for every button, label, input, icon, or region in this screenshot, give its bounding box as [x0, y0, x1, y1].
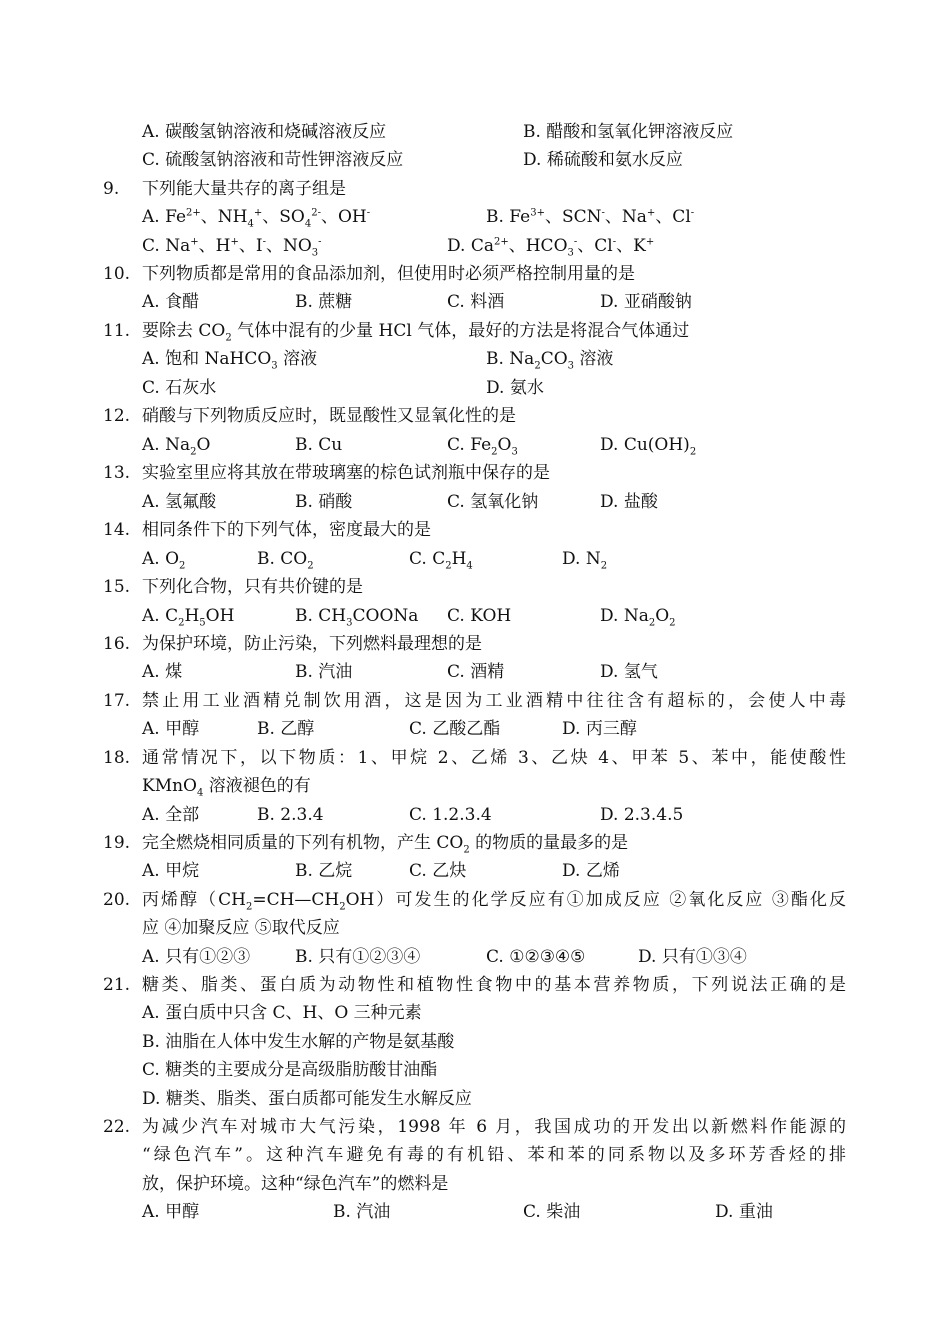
answer-option: C. 糖类的主要成分是高级脂肪酸甘油酯: [142, 1060, 438, 1080]
question-stem: 下列能大量共存的离子组是: [142, 179, 346, 199]
answer-option: C. 石灰水: [142, 378, 217, 398]
answer-option: B. $CH_3COONa$: [295, 606, 419, 629]
question-line: [0, 262, 950, 286]
answer-option: A. $Fe^{2+}$、$NH_4^+$、$SO_4^{2-}$、OH-: [142, 207, 371, 230]
question-number: 14.: [103, 520, 131, 540]
answer-option: A. 甲烷: [142, 861, 200, 881]
option-line: [0, 717, 950, 741]
answer-option: B. 乙烷: [295, 861, 353, 881]
question-stem: 完全燃烧相同质量的下列有机物，产生 $CO_2$ 的物质的量最多的是: [142, 833, 629, 856]
answer-option: B. 2.3.4: [257, 805, 324, 825]
option-line: [0, 604, 950, 628]
question-stem: 下列物质都是常用的食品添加剂，但使用时必须严格控制用量的是: [142, 264, 635, 284]
question-stem: 相同条件下的下列气体，密度最大的是: [142, 520, 431, 540]
answer-option: C. 乙炔: [409, 861, 467, 881]
question-number: 21.: [103, 975, 131, 995]
answer-option: B. 汽油: [295, 662, 353, 682]
option-line: [0, 1001, 950, 1025]
question-line: [0, 774, 950, 798]
answer-option: B. $Fe^{3+}$、SCN-、Na+、Cl-: [486, 207, 695, 227]
question-number: 10.: [103, 264, 131, 284]
question-stem-continuation: KMnO$_4$ 溶液褪色的有: [142, 776, 311, 799]
question-line: [0, 575, 950, 599]
answer-option: A. 碳酸氢钠溶液和烧碱溶液反应: [142, 122, 387, 142]
option-line: [0, 1087, 950, 1111]
question-stem: 通常情况下，以下物质：1、甲烷 2、乙烯 3、乙炔 4、甲苯 5、苯中，能使酸性: [142, 748, 846, 768]
answer-option: D. $Cu(OH)_2$: [600, 435, 697, 458]
answer-option: B. 乙醇: [257, 719, 315, 739]
question-number: 22.: [103, 1117, 131, 1137]
answer-option: A. 只有①②③: [142, 947, 251, 967]
question-number: 16.: [103, 634, 131, 654]
question-number: 9.: [103, 179, 120, 199]
answer-option: D. $Ca^{2+}$、$HCO_3^-$、Cl-、K+: [447, 236, 655, 259]
question-stem: 要除去 $CO_2$ 气体中混有的少量 HCl 气体，最好的方法是将混合气体通过: [142, 321, 690, 344]
answer-option: C. ①②③④⑤: [486, 947, 586, 967]
answer-option: A. 全部: [142, 805, 200, 825]
answer-option: B. 汽油: [333, 1202, 391, 1222]
question-stem: 硝酸与下列物质反应时，既显酸性又显氧化性的是: [142, 406, 516, 426]
answer-option: A. 甲醇: [142, 1202, 200, 1222]
answer-option: D. 盐酸: [600, 492, 658, 512]
question-number: 11.: [103, 321, 131, 341]
answer-option: B. 油脂在人体中发生水解的产物是氨基酸: [142, 1032, 455, 1052]
question-number: 18.: [103, 748, 131, 768]
question-number: 13.: [103, 463, 131, 483]
answer-option: B. $CO_2$: [257, 549, 314, 572]
answer-option: B. 硝酸: [295, 492, 353, 512]
option-line: [0, 148, 950, 172]
answer-option: D. 氨水: [486, 378, 544, 398]
question-stem: 糖类、脂类、蛋白质为动物性和植物性食物中的基本营养物质，下列说法正确的是: [142, 975, 846, 995]
question-line: [0, 404, 950, 428]
answer-option: C. $Fe_2O_3$: [447, 435, 518, 458]
answer-option: C. 1.2.3.4: [409, 805, 492, 825]
answer-option: A. 食醋: [142, 292, 200, 312]
question-stem-continuation: 应 ④加聚反应 ⑤取代反应: [142, 918, 340, 938]
answer-option: B. 醋酸和氢氧化钾溶液反应: [523, 122, 734, 142]
option-line: [0, 660, 950, 684]
option-line: [0, 205, 950, 229]
option-line: [0, 1200, 950, 1224]
answer-option: C. 乙酸乙酯: [409, 719, 501, 739]
question-line: [0, 632, 950, 656]
option-line: [0, 290, 950, 314]
answer-option: A. 饱和 NaHCO$_3$ 溶液: [142, 349, 318, 372]
question-line: [0, 916, 950, 940]
answer-option: B. 只有①②③④: [295, 947, 421, 967]
option-line: [0, 803, 950, 827]
question-line: [0, 518, 950, 542]
answer-option: D. $Na_2O_2$: [600, 606, 676, 629]
answer-option: C. $C_2H_4$: [409, 549, 473, 572]
answer-option: C. 酒精: [447, 662, 505, 682]
option-line: [0, 945, 950, 969]
question-line: [0, 746, 950, 770]
answer-option: D. 亚硝酸钠: [600, 292, 692, 312]
answer-option: D. 2.3.4.5: [600, 805, 684, 825]
answer-option: D. 丙三醇: [562, 719, 637, 739]
answer-option: A. 蛋白质中只含 C、H、O 三种元素: [142, 1003, 422, 1023]
answer-option: C. KOH: [447, 606, 512, 626]
answer-option: A. 甲醇: [142, 719, 200, 739]
question-stem: 丙烯醇$(CH_2=CH—CH_2OH)$可发生的化学反应有①加成反应 ②氧化反应 ③酯化反: [142, 890, 846, 913]
question-line: [0, 973, 950, 997]
answer-option: D. 糖类、脂类、蛋白质都可能发生水解反应: [142, 1089, 472, 1109]
answer-option: D. $N_2$: [562, 549, 608, 572]
question-stem: 下列化合物，只有共价键的是: [142, 577, 363, 597]
answer-option: B. Cu: [295, 435, 343, 455]
question-number: 20.: [103, 890, 131, 910]
question-stem-continuation: “绿色汽车”。这种汽车避免有毒的有机铅、苯和苯的同系物以及多环芳香烃的排: [142, 1145, 846, 1165]
option-line: [0, 1058, 950, 1082]
question-line: [0, 689, 950, 713]
answer-option: A. 氢氟酸: [142, 492, 217, 512]
question-line: [0, 1172, 950, 1196]
answer-option: C. 氢氧化钠: [447, 492, 539, 512]
option-line: [0, 547, 950, 571]
option-line: [0, 234, 950, 258]
answer-option: C. 硫酸氢钠溶液和苛性钾溶液反应: [142, 150, 404, 170]
answer-option: C. 料酒: [447, 292, 505, 312]
answer-option: C. 柴油: [523, 1202, 581, 1222]
option-line: [0, 376, 950, 400]
question-stem: 为减少汽车对城市大气污染，1998 年 6 月，我国成功的开发出以新燃料作能源的: [142, 1117, 846, 1137]
question-number: 15.: [103, 577, 131, 597]
answer-option: D. 稀硫酸和氨水反应: [523, 150, 683, 170]
question-line: [0, 1143, 950, 1167]
question-line: [0, 1115, 950, 1139]
answer-option: D. 重油: [715, 1202, 773, 1222]
question-number: 17.: [103, 691, 131, 711]
answer-option: B. $Na_2CO_3$ 溶液: [486, 349, 614, 372]
option-line: [0, 490, 950, 514]
question-line: [0, 319, 950, 343]
answer-option: D. 氢气: [600, 662, 658, 682]
answer-option: A. $Na_2O$: [142, 435, 211, 458]
question-line: [0, 831, 950, 855]
answer-option: A. $C_2H_5OH$: [142, 606, 235, 629]
question-number: 12.: [103, 406, 131, 426]
option-line: [0, 120, 950, 144]
question-line: [0, 888, 950, 912]
question-stem: 实验室里应将其放在带玻璃塞的棕色试剂瓶中保存的是: [142, 463, 550, 483]
answer-option: C. Na+、H+、I-、$NO_3^-$: [142, 236, 322, 259]
question-line: [0, 461, 950, 485]
answer-option: A. $O_2$: [142, 549, 186, 572]
option-line: [0, 1030, 950, 1054]
answer-option: A. 煤: [142, 662, 183, 682]
answer-option: B. 蔗糖: [295, 292, 353, 312]
question-stem-continuation: 放，保护环境。这种“绿色汽车”的燃料是: [142, 1174, 449, 1194]
answer-option: D. 乙烯: [562, 861, 620, 881]
question-stem: 为保护环境，防止污染，下列燃料最理想的是: [142, 634, 482, 654]
option-line: [0, 347, 950, 371]
question-line: [0, 177, 950, 201]
option-line: [0, 433, 950, 457]
question-number: 19.: [103, 833, 131, 853]
question-stem: 禁止用工业酒精兑制饮用酒，这是因为工业酒精中往往含有超标的，会使人中毒: [142, 691, 846, 711]
answer-option: D. 只有①③④: [638, 947, 747, 967]
option-line: [0, 859, 950, 883]
